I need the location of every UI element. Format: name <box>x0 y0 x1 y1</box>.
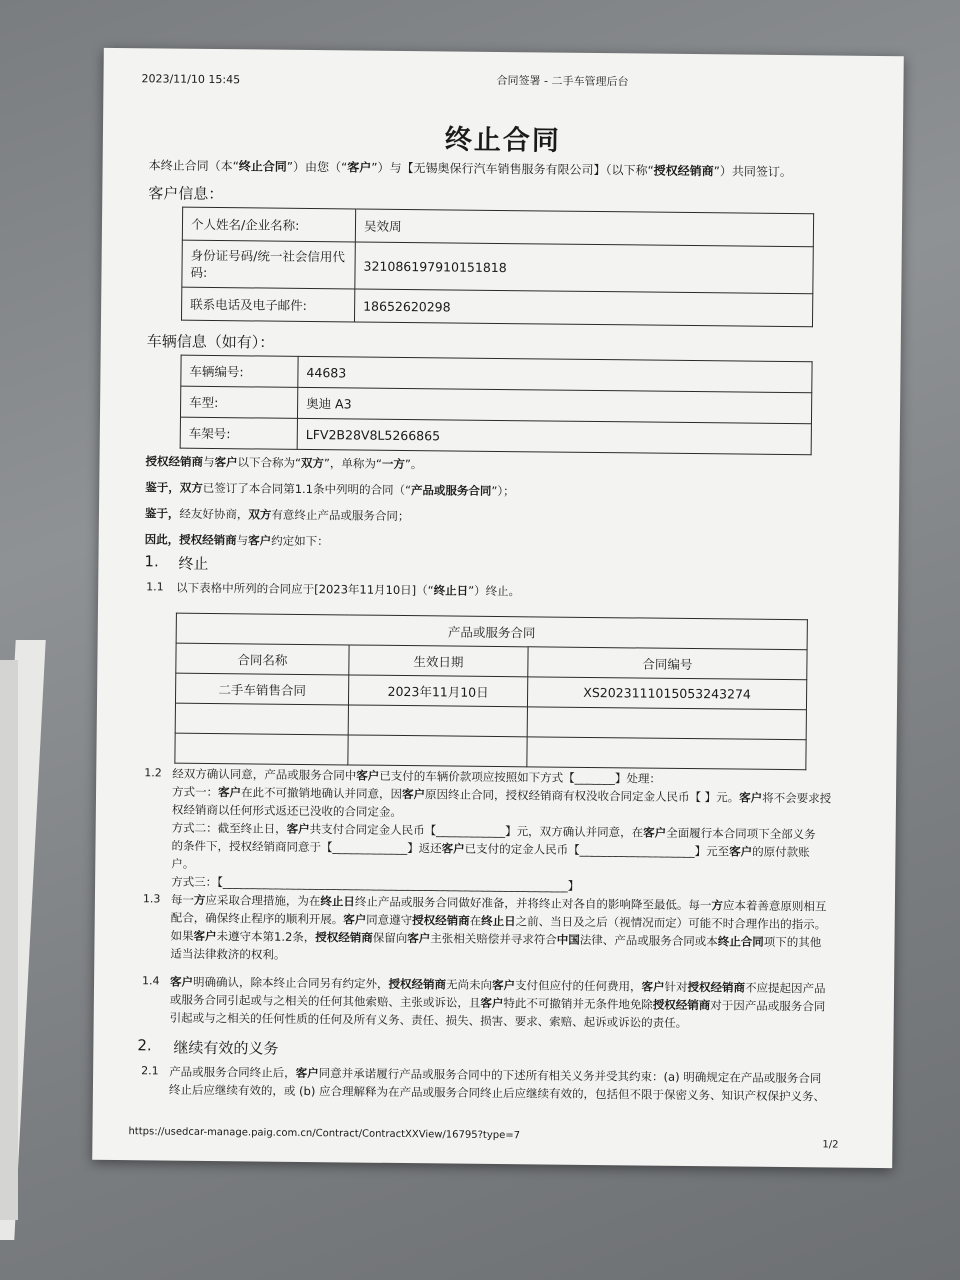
clause-1-2-text: 经双方确认同意，产品或服务合同中客户已支付的车辆价款项应按照如下方式【_______】处理： 方式一：客户在此不可撤销地确认并同意，因客户原因终止合同，授权经销商有权没收合同定金人民币【 】元。客户将不会要求授 权经销商以任何形式返还已没收的合同定金。 方式二：截至终止日，客户共支付合同定金人民币【____________】元，双方确认并同意，在客户全面履行本合同项下全部义务 的条件下，授权经销商同意于【_____________】返还客户已支付的定金人民币【____________________】元至客户的原付款账 户。 方式三：【____________________________________________________________】 <box>171 766 832 893</box>
clause-1-2-number: 1.2 <box>144 766 162 780</box>
vehicle-model-label: 车型: <box>180 386 297 418</box>
document-title: 终止合同 <box>444 124 562 157</box>
cell-empty <box>175 733 348 765</box>
recital-2: 鉴于，双方已签订了本合同第1.1条中列明的合同（“产品或服务合同”）； <box>145 480 515 499</box>
clause-1-4-text: 客户明确确认，除本终止合同另有约定外，授权经销商无尚未向客户支付但应付的任何费用，客户针对授权经销商不应提起因产品 或服务合同引起或与之相关的任何其他索赔、主张或诉讼，且客户特此不可撤销并无条件地免除授权经销商对于因产品或服务合同 引起或与之相关的任何性质的任何及所有义务、责任、损失、损害、要求、索赔、起诉或诉讼的责任。 <box>169 974 826 1031</box>
section-1-title: 终止 <box>178 554 209 573</box>
printed-contract-page <box>92 48 904 1168</box>
vehicle-number-value: 44683 <box>298 356 812 392</box>
cell-contract-name: 二手车销售合同 <box>175 673 348 705</box>
customer-name-label: 个人姓名/企业名称: <box>182 207 355 242</box>
table-row <box>182 240 813 294</box>
header-contract-number: 合同编号 <box>528 647 807 680</box>
vehicle-number-label: 车辆编号: <box>181 355 298 387</box>
cell-contract-number: XS2023111015053243274 <box>527 677 806 710</box>
clause-2-1-text: 产品或服务合同终止后，客户同意并承诺履行产品或服务合同中的下述所有相关义务并受其约束：(a) 明确规定在产品或服务合同 终止后应继续有效的，或 (b) 应合理解释为在产品或服务合同终止后应继续有效的，包括但不限于保密义务、知识产权保护义务、 <box>168 1064 826 1104</box>
customer-info-table <box>181 207 814 328</box>
recital-3: 鉴于，经友好协商，双方有意终止产品或服务合同； <box>144 506 410 524</box>
section-1-number: 1. <box>144 552 159 571</box>
cell-empty <box>348 705 527 737</box>
clause-1-4-number: 1.4 <box>142 974 160 988</box>
clause-1-3-number: 1.3 <box>142 892 161 906</box>
clause-1-3-text: 每一方应采取合理措施，为在终止日终止产品或服务合同做好准备，并将终止对各自的影响降至最低。每一方应本着善意原则相互 配合，确保终止程序的顺利开展。客户同意遵守授权经销商在终止日之前、当日及之后（视情况而定）可能不时合理作出的指示。 如果客户未遵守本第1.2条，授权经销商保留向客户主张相关赔偿并寻求符合中国法律、产品或服务合同或本终止合同项下的其他 适当法律救济的权利。 <box>170 892 827 962</box>
section-2-title: 继续有效的义务 <box>173 1038 279 1058</box>
vehicle-model-value: 奥迪 A3 <box>297 387 811 423</box>
product-table-caption: 产品或服务合同 <box>176 613 807 650</box>
print-footer-url: https://usedcar-manage.paig.com.cn/Contract/ContractXXView/16795?type=7 <box>128 1126 521 1142</box>
clause-1-1-number: 1.1 <box>146 580 164 594</box>
table-row <box>180 417 811 455</box>
customer-contact-label: 联系电话及电子邮件: <box>181 287 354 322</box>
cell-effective-date: 2023年11月10日 <box>348 675 527 707</box>
cell-empty <box>175 703 348 735</box>
cell-empty <box>527 737 806 770</box>
background-paper-edge-2 <box>0 660 18 1220</box>
recital-1: 授权经销商与客户以下合称为“双方”，单称为“一方”。 <box>145 454 423 472</box>
vehicle-section-label: 车辆信息（如有）： <box>146 332 275 352</box>
recital-4: 因此，授权经销商与客户约定如下： <box>144 532 329 549</box>
product-contract-table <box>174 613 808 771</box>
vehicle-vin-value: LFV2B28V8L5266865 <box>297 418 811 454</box>
vehicle-vin-label: 车架号: <box>180 417 297 449</box>
intro-paragraph: 本终止合同（本“终止合同”）由您（“客户”）与【无锡奥保行汽车销售服务有限公司】（以下称“授权经销商”）共同签订。 <box>148 158 793 180</box>
clause-1-1-text: 以下表格中所列的合同应于[2023年11月10日]（“终止日”）终止。 <box>176 580 521 599</box>
header-contract-name: 合同名称 <box>176 643 349 675</box>
customer-section-label: 客户信息： <box>148 184 224 204</box>
customer-name-value: 吴效周 <box>355 209 813 247</box>
customer-contact-value: 18652620298 <box>354 289 812 327</box>
clause-2-1-number: 2.1 <box>141 1064 159 1078</box>
customer-id-value: 321086197910151818 <box>355 242 813 294</box>
table-row <box>175 733 806 770</box>
cell-empty <box>527 707 806 740</box>
table-row <box>181 287 812 327</box>
customer-id-label: 身份证号码/统一社会信用代码: <box>182 240 355 289</box>
print-page-number: 1/2 <box>822 1139 839 1151</box>
header-effective-date: 生效日期 <box>349 645 528 677</box>
vehicle-info-table <box>180 355 813 456</box>
print-page-title: 合同签署 - 二手车管理后台 <box>496 73 629 89</box>
section-2-number: 2. <box>137 1036 152 1055</box>
cell-empty <box>348 735 527 767</box>
print-datetime: 2023/11/10 15:45 <box>141 72 241 87</box>
